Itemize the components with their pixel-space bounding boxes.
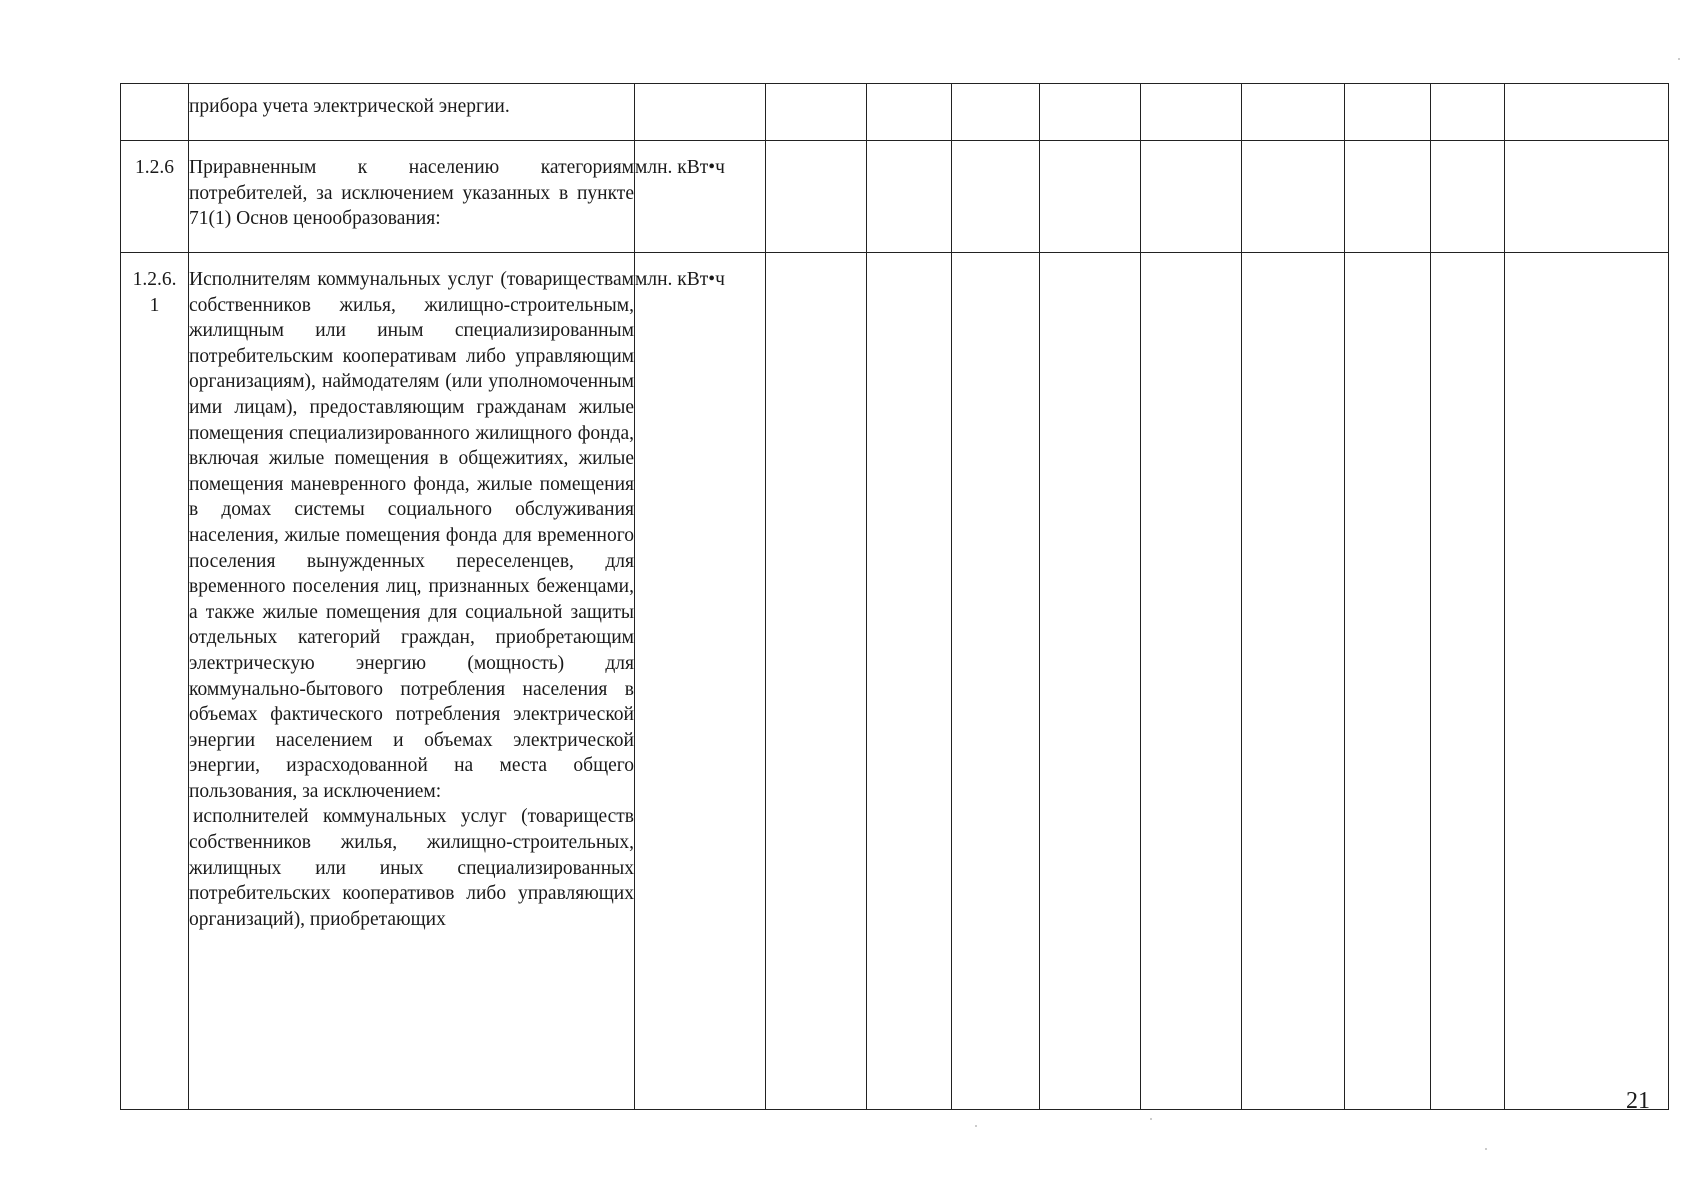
table-cell bbox=[1242, 84, 1345, 141]
table-cell bbox=[952, 253, 1040, 1110]
table-row bbox=[121, 253, 1669, 1110]
row-unit bbox=[635, 84, 766, 141]
table-cell bbox=[1040, 84, 1141, 141]
table-cell bbox=[1141, 141, 1242, 253]
table-cell bbox=[1345, 141, 1431, 253]
table-cell bbox=[952, 84, 1040, 141]
table-cell bbox=[1431, 141, 1505, 253]
table-cell bbox=[952, 141, 1040, 253]
row-unit: млн. кВт•ч bbox=[635, 141, 766, 253]
table-cell bbox=[1242, 253, 1345, 1110]
row-description-main: Исполнителям коммунальных услуг (товариществам собственников жилья, жилищно-строительным, жилищным или иным специализированным потребительским кооперативам либо управляющим организациям), наймодателям (или уполномоченным ими лицам), предоставляющим гражданам жилые помещения специализированного жилищного фонда, включая жилые помещения в общежитиях, жилые помещения маневренного фонда, жилые помещения в домах системы социального обслуживания населения, жилые помещения фонда для временного поселения вынужденных переселенцев, для временного поселения лиц, признанных беженцами, а также жилые помещения для социальной защиты отдельных категорий граждан, приобретающим электрическую энергию (мощность) для коммунально-бытового потребления населения в объемах фактического потребления электрической энергии населением и объемах электрической энергии, израсходованной на места общего пользования, за исключением: bbox=[189, 269, 634, 802]
table-cell bbox=[1040, 253, 1141, 1110]
table-cell bbox=[1345, 253, 1431, 1110]
table-row bbox=[121, 84, 1669, 141]
row-unit: млн. кВт•ч bbox=[635, 253, 766, 1110]
table-cell bbox=[1431, 253, 1505, 1110]
scan-speck bbox=[1485, 1148, 1487, 1150]
table-cell bbox=[867, 253, 952, 1110]
table-row bbox=[121, 141, 1669, 253]
table-cell bbox=[867, 84, 952, 141]
scan-speck bbox=[975, 1125, 977, 1127]
table-cell bbox=[867, 141, 952, 253]
table-cell bbox=[766, 141, 867, 253]
table-cell bbox=[766, 253, 867, 1110]
table-cell bbox=[766, 84, 867, 141]
scan-speck bbox=[1150, 1118, 1152, 1120]
table-cell bbox=[1345, 84, 1431, 141]
table-cell bbox=[1242, 141, 1345, 253]
row-description bbox=[189, 253, 635, 1110]
page-number: 21 bbox=[1626, 1088, 1650, 1114]
table-cell bbox=[1141, 84, 1242, 141]
row-number: 1.2.6. 1 bbox=[121, 253, 189, 1110]
row-description: прибора учета электрической энергии. bbox=[189, 84, 635, 141]
table-cell bbox=[1505, 253, 1669, 1110]
table-cell bbox=[1505, 84, 1669, 141]
row-number bbox=[121, 84, 189, 141]
table-cell bbox=[1505, 141, 1669, 253]
scan-speck bbox=[1678, 58, 1680, 60]
row-description: Приравненным к населению категориям потребителей, за исключением указанных в пункте 71(1) Основ ценообразования: bbox=[189, 141, 635, 253]
data-table bbox=[120, 83, 1669, 1110]
table-cell bbox=[1040, 141, 1141, 253]
table-cell bbox=[1141, 253, 1242, 1110]
row-description-exception: исполнителей коммунальных услуг (товариществ собственников жилья, жилищно-строительных, жилищных или иных специализированных потребительских кооперативов либо управляющих организаций), приобретающих bbox=[189, 806, 634, 930]
table-cell bbox=[1431, 84, 1505, 141]
row-number: 1.2.6 bbox=[121, 141, 189, 253]
